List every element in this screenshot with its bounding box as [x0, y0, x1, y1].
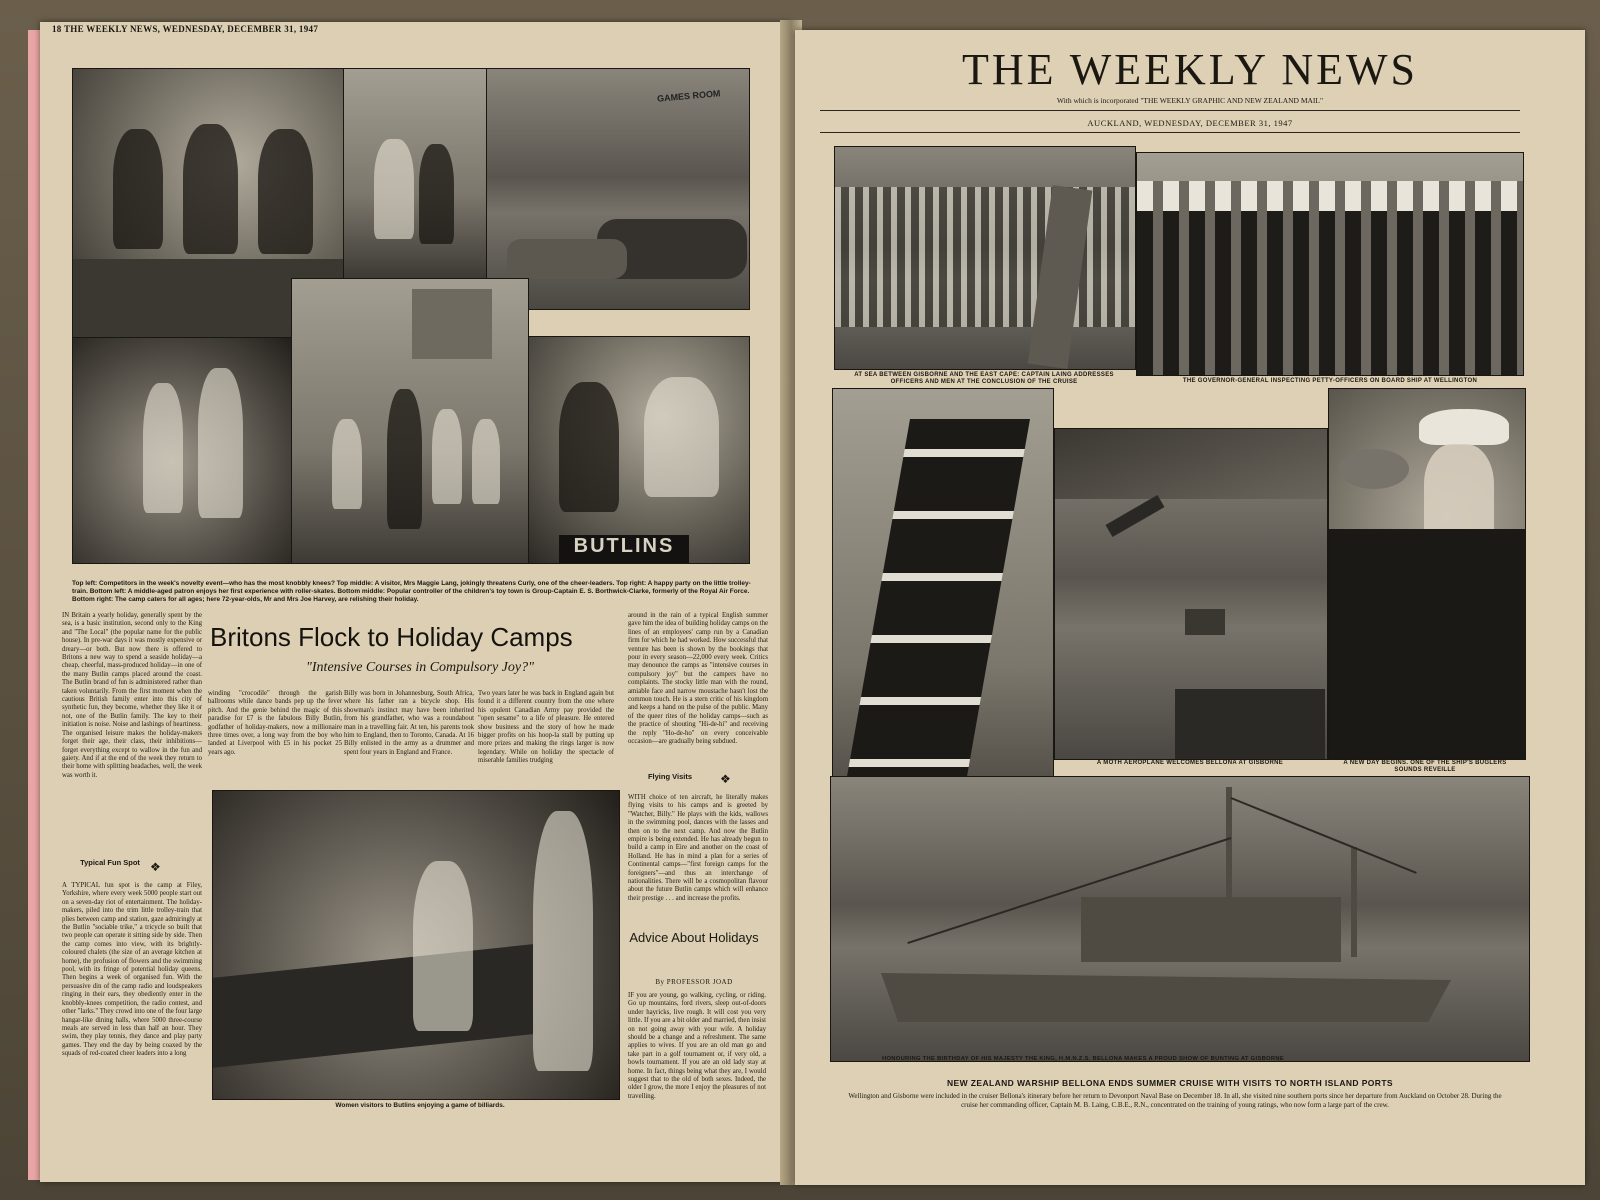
- aeroplane-icon: [1106, 495, 1165, 537]
- caption-bellona-bunting: HONOURING THE BIRTHDAY OF HIS MAJESTY THE KING, H.M.N.Z.S. BELLONA MAKES A PROUD SHOW OF BUNTING AT GISBORNE: [881, 1056, 1285, 1062]
- masthead-subtitle: With which is incorporated "THE WEEKLY GRAPHIC AND NEW ZEALAND MAIL": [1056, 96, 1324, 105]
- flying-visits-box: Flying Visits: [647, 772, 693, 781]
- decorative-ornament-icon: ❖: [720, 772, 731, 786]
- butlins-sign: BUTLINS: [559, 535, 689, 563]
- typical-fun-spot-box: Typical Fun Spot: [80, 858, 140, 867]
- decorative-ornament-icon: ❖: [150, 860, 161, 874]
- masthead: THE WEEKLY NEWS: [961, 45, 1419, 94]
- photo-captain-address: [834, 146, 1136, 370]
- photo-toy-town: [291, 278, 529, 564]
- photo-cheerleader: [343, 68, 487, 280]
- left-page-header: 18 THE WEEKLY NEWS, WEDNESDAY, DECEMBER 31, 1947: [52, 24, 319, 34]
- ship-hull: [881, 952, 1451, 1022]
- article-headline: Britons Flock to Holiday Camps: [210, 622, 573, 652]
- advice-title: Advice About Holidays: [629, 930, 759, 945]
- masthead-rule: [820, 110, 1520, 111]
- caption-captain-address: AT SEA BETWEEN GISBORNE AND THE EAST CAPE: CAPTAIN LAING ADDRESSES OFFICERS AND MEN AT THE CONCLUSION OF THE CRUISE: [854, 372, 1114, 385]
- photo-elderly-couple: [528, 336, 750, 564]
- photo-bellona-bunting: [830, 776, 1530, 1062]
- photo-bugler: [1328, 388, 1526, 760]
- caption-bugler: A NEW DAY BEGINS. ONE OF THE SHIP'S BUGLERS SOUNDS REVEILLE: [1343, 760, 1507, 773]
- masthead-rule-bottom: [820, 132, 1520, 133]
- bottom-headline: NEW ZEALAND WARSHIP BELLONA ENDS SUMMER CRUISE WITH VISITS TO NORTH ISLAND PORTS: [947, 1078, 1393, 1088]
- advice-body: IF you are young, go walking, cycling, or riding. Go up mountains, ford rivers, sleep out-of-doors under hayricks, live rough. It will cost you very little. If you are a bit older and married, then insist on not going away with your wife. A holiday should be a change and a refreshment. The same applies to wives. If you are an old man go and take part in a golf tournament or, if very old, a bowls tournament. If you are an old lady stay at home. In fact, things being what they are, I would suggest that to the old of both sexes. Indeed, the older I grow, the more I enjoy the pleasures of not travelling.: [628, 992, 766, 1100]
- photo-billiards: [212, 790, 620, 1100]
- collage-caption: Top left: Competitors in the week's novelty event—who has the most knobbly knees? Top middle: A visitor, Mrs Maggie Lang, jokingly threatens Curly, one of the cheer-leaders. Top right: A happy party on the little trolley-train. Bottom left: A middle-aged patron enjoys her first experience with roller-skates. Bottom middle: Popular controller of the children's toy town is Group-Captain E. S. Borthwick-Clarke, formerly of the Royal Air Force. Bottom right: The camp caters for all ages; here 72-year-olds, Mr and Mrs Joe Harvey, are relishing their holiday.: [72, 580, 751, 603]
- advice-byline: By PROFESSOR JOAD: [655, 978, 733, 986]
- photo-governor-general: [1136, 152, 1524, 376]
- billiards-caption: Women visitors to Butlins enjoying a game of billiards.: [335, 1102, 505, 1109]
- masthead-date: AUCKLAND, WEDNESDAY, DECEMBER 31, 1947: [1087, 118, 1293, 128]
- column-4: Two years later he was back in England again but found it a different country from the one where his opulent Canadian Army pay provided the "open sesame" to a life of pleasure. He entered show business and the story of how he made bigger profits on his hoop-la stall by putting up more prizes and making the rings larger is now legendary. While on holiday the spectacle of miserable families trudging: [478, 690, 614, 765]
- photo-trolley-train: [486, 68, 750, 310]
- games-room-sign: GAMES ROOM: [656, 88, 721, 104]
- photo-roller-skates: [72, 337, 292, 564]
- column-3: Billy was born in Johannesburg, South Africa, where his father ran a bicycle shop. His showman's instinct may have been inherited from his grandfather, who was a roundabout man in a travelling fair. At ten, his parents took him to England, then to Toronto, Canada. At 16 Billy enlisted in the army as a drummer and spent four years in England and France.: [344, 690, 474, 756]
- photo-moth-aeroplane: [1054, 428, 1328, 760]
- column-1b: A TYPICAL fun spot is the camp at Filey, Yorkshire, where every week 5000 people start out on a seven-day riot of entertainment. The holiday-makers, piled into the trim little trolley-train that plies between camp and station, gaze admiringly at the Butlin "sociable trike," a tricycle so built that two people can operate it sitting side by side. Then the camp comes into view, with its brightly-coloured chalets (the size of an average kitchen at home), the profusion of flowers and the swimming pool, with its fringe of potential holiday queens. Then begins a week of organised fun. With the persuasive din of the camp radio and loudspeakers ringing in their ears, they obediently enter in the knobbly-knees competition, the radio contest, and other "larks." They crowd into one of the four large hangar-like dining halls, where 5000 three-course meals are served in less than half an hour. They swim, they play tennis, they dance and play party games. They end the day by being coaxed by the squads of red-coated cheer leaders into a long: [62, 882, 202, 1058]
- caption-governor-general: THE GOVERNOR-GENERAL INSPECTING PETTY-OFFICERS ON BOARD SHIP AT WELLINGTON: [1182, 378, 1478, 384]
- bottom-body: Wellington and Gisborne were included in the cruiser Bellona's itinerary before her return to Devonport Naval Base on December 18. In all, she visited nine southern ports since her departure from Auckland on October 28. During the cruise her commanding officer, Captain M. B. Laing, C.B.E., R.N., concentrated on the training of young ratings, who now form a large part of the crew.: [848, 1092, 1502, 1109]
- column-2: winding "crocodile" through the garish ballrooms while dance bands pep up the fever pitch. And the genie behind the magic of this paradise for £7 is the fabulous Billy Butlin, godfather of holiday-makers, now a millionaire three times over, a long way from the boy who landed at Liverpool with £5 in his pocket 25 years ago.: [208, 690, 342, 756]
- column-1: IN Britain a yearly holiday, generally spent by the sea, is a basic institution, second only to the King and "The Local" (the popular name for the public house). In pre-war days it was mostly expensive or dreary—or both. But now there is offered to Britons a new way to spend a seaside holiday—a cheap, cheerful, mass-produced holiday—in one of the many Butlin camps placed around the coast. The Butlin brand of fun is administered rather than taken voluntarily. From the first moment when the cautious British family enter into this city of synthetic fun, they become, whether they like it or not, one of the Butlin family. The key to their initiation is noise. Noise and lashings of heartiness. The organised leisure makes the holiday-makers forget their age, their class, their inhibitions—forget everything except to wallow in the fun and gaiety. And if at the end of the week they return to their home with splitting headaches, well, the week was worth it.: [62, 612, 202, 779]
- column-5: around in the rain of a typical English summer gave him the idea of building holiday camps on the lines of an employees' camp run by a Canadian firm for which he had worked. How successful that venture has been is shown by the bookings that pour in every season—22,000 every week. Critics may denounce the camps as "intensive courses in compulsory joy" but the campers have no complaints. The stocky little man with the round, amiable face and narrow moustache hasn't lost the common touch. He is a stern critic of his kingdom and keeps a hand on the pulse of the public. Many of the queer rites of the holiday camps—such as the practice of shouting "Hi-de-hi" and receiving the reply "Ho-de-ho" on every conceivable occasion—are gradually being subdued.: [628, 612, 768, 746]
- column-5b: WITH choice of ten aircraft, he literally makes flying visits to his camps and is greeted by "Watcher, Billy." He plays with the kids, wallows in the swimming pool, dances with the lasses and then on to the next camp. And now the Butlin empire is being extended. He has already begun to build a camp in Eire and another on the coast of Holland. He has in mind a plan for a series of Continental camps—"first foreign camps for the foreigners"—and thus an interchange of nationalities. There will be a cosmopolitan flavour about the future Butlin camps which will enhance their prestige . . . and increase the profits.: [628, 794, 768, 902]
- article-subhead: "Intensive Courses in Compulsory Joy?": [306, 660, 534, 675]
- caption-moth-aeroplane: A MOTH AEROPLANE WELCOMES BELLONA AT GISBORNE: [1096, 760, 1284, 766]
